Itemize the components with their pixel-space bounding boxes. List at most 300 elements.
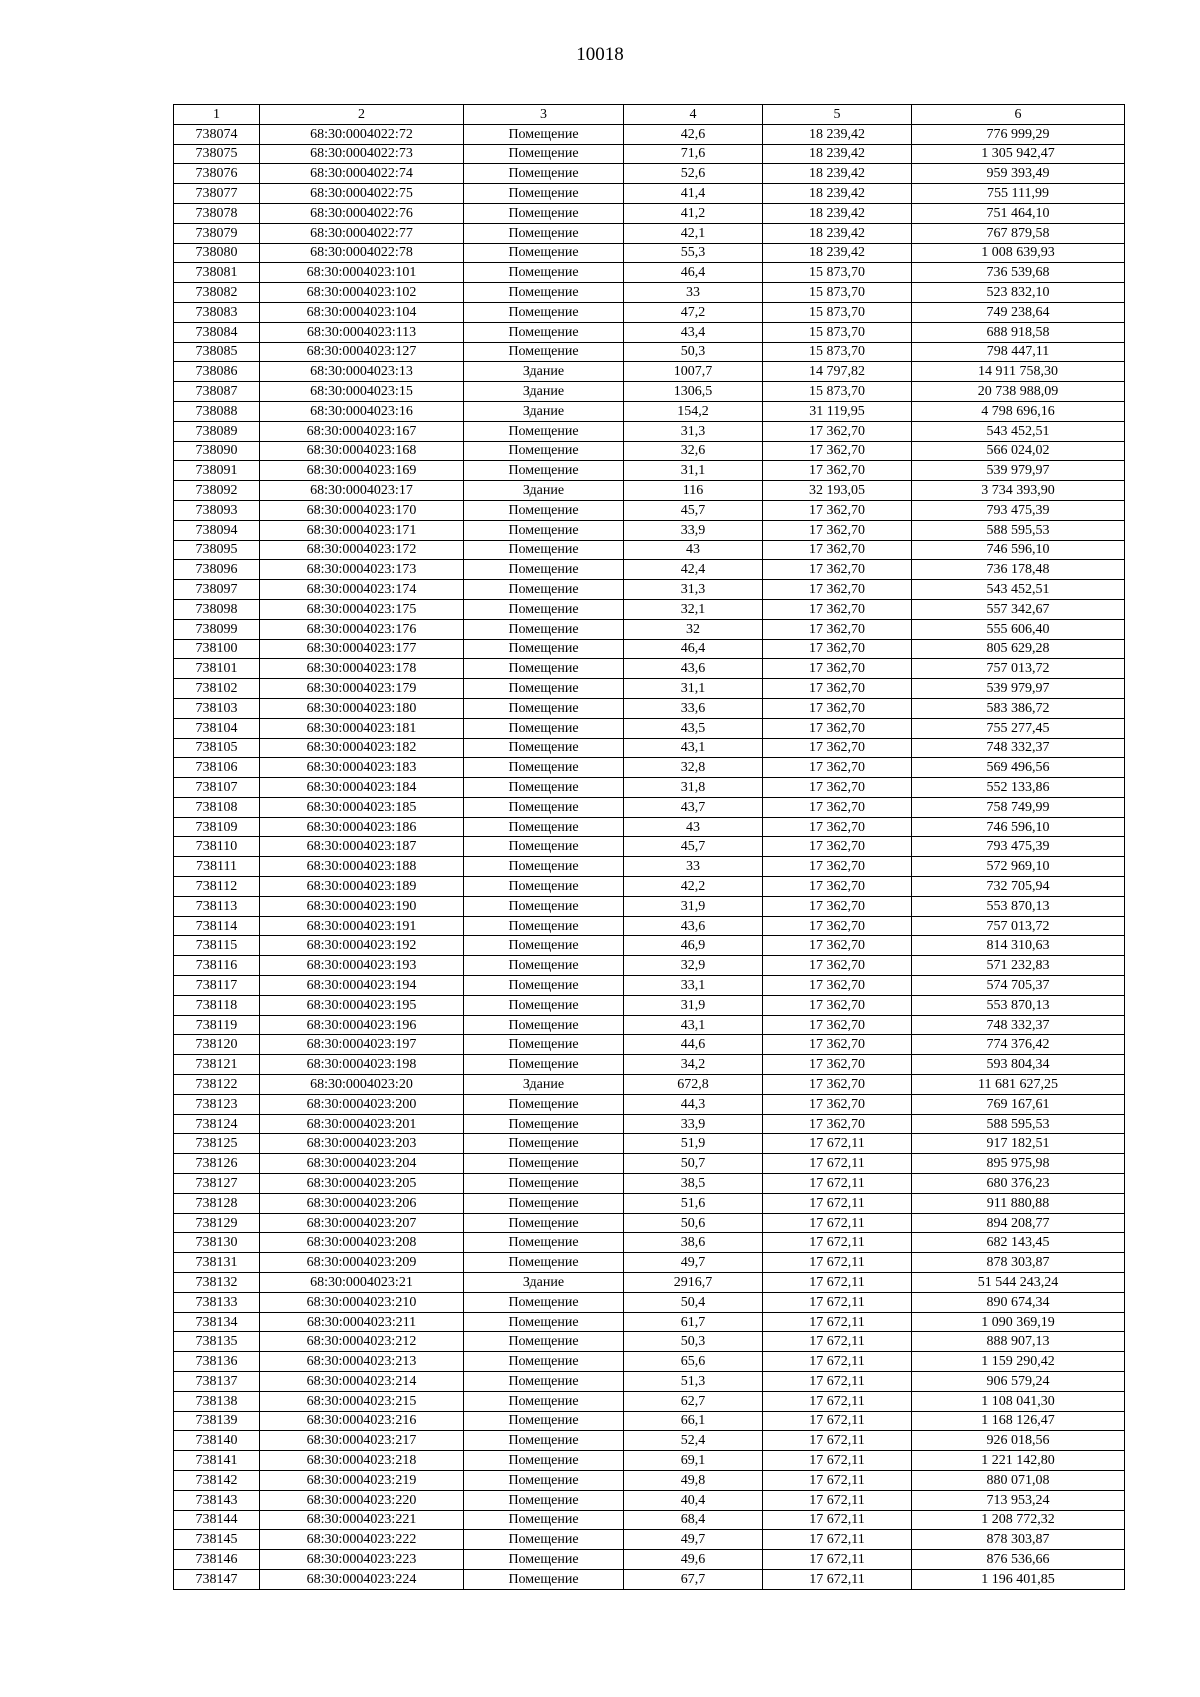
table-row [174,976,1125,996]
cell-cadastral-number: 68:30:0004023:217 [260,1431,464,1451]
cell-specific-value: 17 672,11 [763,1253,912,1273]
cell-number: 738117 [174,976,260,996]
table-row [174,1015,1125,1035]
cell-specific-value: 15 873,70 [763,322,912,342]
cell-object-type: Помещение [464,223,624,243]
cell-area: 62,7 [624,1391,763,1411]
cell-number: 738142 [174,1470,260,1490]
cell-specific-value: 17 362,70 [763,956,912,976]
cell-object-type: Помещение [464,520,624,540]
cell-cadastral-number: 68:30:0004023:190 [260,896,464,916]
cell-specific-value: 17 362,70 [763,659,912,679]
table-row [174,718,1125,738]
cell-number: 738115 [174,936,260,956]
cell-object-type: Помещение [464,1431,624,1451]
cell-specific-value: 17 362,70 [763,441,912,461]
cell-cadastral-value: 1 196 401,85 [912,1569,1125,1589]
cell-area: 45,7 [624,500,763,520]
cell-object-type: Помещение [464,599,624,619]
cell-object-type: Помещение [464,441,624,461]
cell-specific-value: 15 873,70 [763,342,912,362]
cell-cadastral-number: 68:30:0004022:72 [260,124,464,144]
table-row [174,1094,1125,1114]
cell-area: 43 [624,817,763,837]
cell-cadastral-value: 888 907,13 [912,1332,1125,1352]
cell-cadastral-value: 539 979,97 [912,679,1125,699]
cell-specific-value: 17 362,70 [763,1075,912,1095]
cell-cadastral-value: 1 208 772,32 [912,1510,1125,1530]
cell-object-type: Здание [464,481,624,501]
cell-number: 738132 [174,1273,260,1293]
cell-area: 43,6 [624,659,763,679]
cell-specific-value: 17 362,70 [763,916,912,936]
cell-number: 738080 [174,243,260,263]
table-row [174,857,1125,877]
table-row [174,956,1125,976]
table-row [174,144,1125,164]
cell-object-type: Помещение [464,778,624,798]
cell-object-type: Помещение [464,619,624,639]
cell-number: 738102 [174,679,260,699]
cell-cadastral-value: 749 238,64 [912,302,1125,322]
cell-cadastral-number: 68:30:0004022:77 [260,223,464,243]
cell-cadastral-value: 682 143,45 [912,1233,1125,1253]
cell-cadastral-value: 769 167,61 [912,1094,1125,1114]
cell-cadastral-value: 557 342,67 [912,599,1125,619]
cell-cadastral-value: 926 018,56 [912,1431,1125,1451]
cell-object-type: Помещение [464,560,624,580]
cell-number: 738101 [174,659,260,679]
table-row [174,1253,1125,1273]
cell-cadastral-number: 68:30:0004023:13 [260,362,464,382]
cell-cadastral-number: 68:30:0004023:220 [260,1490,464,1510]
cell-cadastral-value: 1 221 142,80 [912,1451,1125,1471]
cell-object-type: Помещение [464,421,624,441]
table-row [174,936,1125,956]
cell-cadastral-number: 68:30:0004023:222 [260,1530,464,1550]
cell-number: 738089 [174,421,260,441]
cell-object-type: Помещение [464,1312,624,1332]
cell-specific-value: 15 873,70 [763,382,912,402]
cell-object-type: Помещение [464,322,624,342]
cell-specific-value: 17 362,70 [763,718,912,738]
cell-number: 738135 [174,1332,260,1352]
cell-object-type: Помещение [464,698,624,718]
cell-object-type: Помещение [464,718,624,738]
table-row [174,342,1125,362]
cell-area: 2916,7 [624,1273,763,1293]
cell-cadastral-value: 553 870,13 [912,896,1125,916]
table-row [174,698,1125,718]
cell-object-type: Помещение [464,1292,624,1312]
cell-specific-value: 17 672,11 [763,1451,912,1471]
cell-specific-value: 17 672,11 [763,1332,912,1352]
cell-number: 738145 [174,1530,260,1550]
cell-cadastral-number: 68:30:0004023:174 [260,580,464,600]
table-row [174,184,1125,204]
cell-number: 738109 [174,817,260,837]
cell-area: 42,4 [624,560,763,580]
table-row [174,1035,1125,1055]
cell-specific-value: 17 362,70 [763,1015,912,1035]
cell-number: 738125 [174,1134,260,1154]
table-row [174,916,1125,936]
cell-cadastral-number: 68:30:0004023:216 [260,1411,464,1431]
table-row [174,520,1125,540]
cell-specific-value: 18 239,42 [763,223,912,243]
cell-object-type: Помещение [464,144,624,164]
cell-specific-value: 17 672,11 [763,1213,912,1233]
column-header: 3 [464,105,624,125]
cell-cadastral-number: 68:30:0004023:191 [260,916,464,936]
cell-number: 738096 [174,560,260,580]
cell-cadastral-number: 68:30:0004023:187 [260,837,464,857]
cell-number: 738126 [174,1154,260,1174]
cell-area: 1007,7 [624,362,763,382]
cell-cadastral-value: 748 332,37 [912,1015,1125,1035]
cell-number: 738138 [174,1391,260,1411]
cell-cadastral-value: 895 975,98 [912,1154,1125,1174]
cell-area: 31,3 [624,421,763,441]
table-row [174,203,1125,223]
cell-cadastral-number: 68:30:0004023:21 [260,1273,464,1293]
cell-cadastral-value: 3 734 393,90 [912,481,1125,501]
cell-number: 738147 [174,1569,260,1589]
cell-area: 45,7 [624,837,763,857]
cell-area: 61,7 [624,1312,763,1332]
cell-cadastral-value: 14 911 758,30 [912,362,1125,382]
cell-cadastral-number: 68:30:0004023:221 [260,1510,464,1530]
cell-area: 50,3 [624,342,763,362]
cell-cadastral-number: 68:30:0004023:209 [260,1253,464,1273]
cell-area: 33,9 [624,1114,763,1134]
cell-area: 41,4 [624,184,763,204]
cell-area: 44,6 [624,1035,763,1055]
cell-number: 738093 [174,500,260,520]
cell-specific-value: 17 362,70 [763,619,912,639]
cell-cadastral-value: 917 182,51 [912,1134,1125,1154]
cell-cadastral-value: 588 595,53 [912,520,1125,540]
cell-object-type: Помещение [464,342,624,362]
cell-cadastral-number: 68:30:0004023:186 [260,817,464,837]
cell-cadastral-value: 793 475,39 [912,837,1125,857]
cell-area: 43,4 [624,322,763,342]
cell-cadastral-number: 68:30:0004023:206 [260,1193,464,1213]
cell-area: 52,4 [624,1431,763,1451]
cell-area: 31,1 [624,461,763,481]
cell-cadastral-number: 68:30:0004023:198 [260,1055,464,1075]
cell-cadastral-value: 539 979,97 [912,461,1125,481]
cell-area: 42,2 [624,877,763,897]
cell-cadastral-number: 68:30:0004022:73 [260,144,464,164]
cell-object-type: Помещение [464,916,624,936]
cell-area: 55,3 [624,243,763,263]
column-header: 1 [174,105,260,125]
table-row [174,1174,1125,1194]
cell-cadastral-number: 68:30:0004023:181 [260,718,464,738]
cell-object-type: Помещение [464,877,624,897]
cell-object-type: Помещение [464,1510,624,1530]
cell-cadastral-number: 68:30:0004023:175 [260,599,464,619]
cell-area: 49,7 [624,1253,763,1273]
cell-cadastral-number: 68:30:0004023:182 [260,738,464,758]
table-row [174,283,1125,303]
cell-cadastral-number: 68:30:0004023:17 [260,481,464,501]
cell-area: 32,8 [624,758,763,778]
cell-object-type: Помещение [464,1134,624,1154]
cell-object-type: Помещение [464,263,624,283]
cell-specific-value: 18 239,42 [763,144,912,164]
cell-cadastral-value: 906 579,24 [912,1372,1125,1392]
cell-specific-value: 15 873,70 [763,302,912,322]
cell-object-type: Помещение [464,1015,624,1035]
cell-cadastral-number: 68:30:0004023:15 [260,382,464,402]
cell-area: 49,8 [624,1470,763,1490]
cell-specific-value: 17 362,70 [763,599,912,619]
cell-number: 738140 [174,1431,260,1451]
cell-cadastral-number: 68:30:0004023:178 [260,659,464,679]
cell-cadastral-number: 68:30:0004023:214 [260,1372,464,1392]
table-row [174,382,1125,402]
cell-object-type: Помещение [464,500,624,520]
cell-specific-value: 17 362,70 [763,679,912,699]
cell-area: 71,6 [624,144,763,164]
cell-cadastral-number: 68:30:0004023:193 [260,956,464,976]
cell-object-type: Помещение [464,639,624,659]
cell-area: 49,7 [624,1530,763,1550]
cell-number: 738095 [174,540,260,560]
cell-specific-value: 17 362,70 [763,639,912,659]
table-row [174,223,1125,243]
cell-object-type: Помещение [464,956,624,976]
cell-object-type: Помещение [464,1055,624,1075]
table-row [174,580,1125,600]
cell-object-type: Помещение [464,896,624,916]
cell-cadastral-number: 68:30:0004023:224 [260,1569,464,1589]
column-header: 5 [763,105,912,125]
cell-area: 42,1 [624,223,763,243]
cell-area: 67,7 [624,1569,763,1589]
cell-object-type: Помещение [464,1352,624,1372]
cell-object-type: Помещение [464,817,624,837]
cell-number: 738113 [174,896,260,916]
table-row [174,1213,1125,1233]
cell-cadastral-number: 68:30:0004023:215 [260,1391,464,1411]
table-row [174,1075,1125,1095]
cell-number: 738120 [174,1035,260,1055]
cell-cadastral-number: 68:30:0004023:208 [260,1233,464,1253]
cell-specific-value: 17 672,11 [763,1134,912,1154]
cell-cadastral-value: 748 332,37 [912,738,1125,758]
cell-object-type: Помещение [464,1490,624,1510]
cell-cadastral-value: 767 879,58 [912,223,1125,243]
table-row [174,679,1125,699]
cell-area: 31,1 [624,679,763,699]
cell-cadastral-value: 553 870,13 [912,995,1125,1015]
cell-cadastral-number: 68:30:0004022:75 [260,184,464,204]
cell-cadastral-number: 68:30:0004023:196 [260,1015,464,1035]
cell-number: 738122 [174,1075,260,1095]
cell-cadastral-value: 890 674,34 [912,1292,1125,1312]
cell-cadastral-value: 751 464,10 [912,203,1125,223]
cell-specific-value: 17 672,11 [763,1312,912,1332]
cell-number: 738106 [174,758,260,778]
cell-cadastral-value: 713 953,24 [912,1490,1125,1510]
cell-specific-value: 32 193,05 [763,481,912,501]
cell-object-type: Помещение [464,995,624,1015]
cell-number: 738124 [174,1114,260,1134]
cell-object-type: Помещение [464,1253,624,1273]
cell-area: 49,6 [624,1550,763,1570]
cell-cadastral-number: 68:30:0004023:197 [260,1035,464,1055]
table-row [174,164,1125,184]
cell-cadastral-value: 1 305 942,47 [912,144,1125,164]
cell-area: 33,6 [624,698,763,718]
cell-cadastral-number: 68:30:0004023:195 [260,995,464,1015]
cell-number: 738141 [174,1451,260,1471]
cell-area: 43,1 [624,1015,763,1035]
cell-cadastral-number: 68:30:0004023:201 [260,1114,464,1134]
cell-area: 52,6 [624,164,763,184]
cell-cadastral-number: 68:30:0004023:177 [260,639,464,659]
cell-cadastral-number: 68:30:0004022:74 [260,164,464,184]
cell-specific-value: 17 362,70 [763,560,912,580]
table-row [174,995,1125,1015]
cell-number: 738092 [174,481,260,501]
cell-number: 738088 [174,401,260,421]
cell-object-type: Помещение [464,1451,624,1471]
cell-area: 43 [624,540,763,560]
cell-cadastral-value: 878 303,87 [912,1530,1125,1550]
cell-cadastral-number: 68:30:0004023:200 [260,1094,464,1114]
cell-object-type: Здание [464,401,624,421]
cell-area: 46,9 [624,936,763,956]
cell-cadastral-value: 880 071,08 [912,1470,1125,1490]
cell-area: 34,2 [624,1055,763,1075]
cell-area: 69,1 [624,1451,763,1471]
cell-cadastral-number: 68:30:0004023:173 [260,560,464,580]
table-row [174,1550,1125,1570]
cell-cadastral-value: 1 108 041,30 [912,1391,1125,1411]
table-row [174,500,1125,520]
cell-cadastral-value: 758 749,99 [912,797,1125,817]
column-header: 2 [260,105,464,125]
cell-number: 738131 [174,1253,260,1273]
table-row [174,1352,1125,1372]
cell-area: 50,4 [624,1292,763,1312]
cell-cadastral-value: 1 168 126,47 [912,1411,1125,1431]
cell-area: 32 [624,619,763,639]
table-row [174,481,1125,501]
cell-cadastral-number: 68:30:0004023:213 [260,1352,464,1372]
cell-area: 46,4 [624,263,763,283]
table-row [174,1490,1125,1510]
cell-number: 738091 [174,461,260,481]
table-row [174,124,1125,144]
cell-number: 738139 [174,1411,260,1431]
table-row [174,1470,1125,1490]
table-row [174,461,1125,481]
cell-object-type: Помещение [464,837,624,857]
cell-specific-value: 17 362,70 [763,461,912,481]
cell-specific-value: 18 239,42 [763,164,912,184]
cell-object-type: Помещение [464,659,624,679]
table-row [174,1510,1125,1530]
cell-specific-value: 17 362,70 [763,1055,912,1075]
table-row [174,263,1125,283]
cell-object-type: Помещение [464,124,624,144]
cell-cadastral-value: 555 606,40 [912,619,1125,639]
cell-specific-value: 17 362,70 [763,1094,912,1114]
cell-area: 51,6 [624,1193,763,1213]
cell-cadastral-value: 774 376,42 [912,1035,1125,1055]
registry-table [173,104,1125,1590]
table-row [174,1114,1125,1134]
cell-number: 738119 [174,1015,260,1035]
cell-cadastral-number: 68:30:0004023:223 [260,1550,464,1570]
cell-specific-value: 17 672,11 [763,1391,912,1411]
cell-number: 738111 [174,857,260,877]
cell-cadastral-number: 68:30:0004023:205 [260,1174,464,1194]
cell-number: 738118 [174,995,260,1015]
cell-cadastral-value: 593 804,34 [912,1055,1125,1075]
cell-number: 738146 [174,1550,260,1570]
cell-specific-value: 17 362,70 [763,421,912,441]
cell-object-type: Помещение [464,1035,624,1055]
cell-object-type: Помещение [464,1233,624,1253]
cell-cadastral-number: 68:30:0004023:194 [260,976,464,996]
cell-number: 738081 [174,263,260,283]
cell-cadastral-value: 552 133,86 [912,778,1125,798]
cell-area: 66,1 [624,1411,763,1431]
cell-object-type: Помещение [464,243,624,263]
cell-specific-value: 15 873,70 [763,283,912,303]
table-row [174,540,1125,560]
cell-number: 738107 [174,778,260,798]
cell-object-type: Помещение [464,738,624,758]
cell-cadastral-number: 68:30:0004023:104 [260,302,464,322]
cell-cadastral-number: 68:30:0004023:204 [260,1154,464,1174]
cell-area: 33 [624,283,763,303]
cell-cadastral-number: 68:30:0004023:219 [260,1470,464,1490]
table-row [174,1411,1125,1431]
cell-object-type: Помещение [464,1154,624,1174]
table-row [174,659,1125,679]
table-row [174,1530,1125,1550]
cell-area: 51,9 [624,1134,763,1154]
cell-number: 738108 [174,797,260,817]
table-row [174,639,1125,659]
cell-cadastral-number: 68:30:0004023:207 [260,1213,464,1233]
cell-cadastral-value: 757 013,72 [912,659,1125,679]
cell-cadastral-value: 736 178,48 [912,560,1125,580]
cell-specific-value: 17 362,70 [763,837,912,857]
cell-cadastral-number: 68:30:0004023:189 [260,877,464,897]
cell-specific-value: 17 362,70 [763,540,912,560]
table-row [174,1569,1125,1589]
cell-area: 1306,5 [624,382,763,402]
cell-cadastral-number: 68:30:0004023:172 [260,540,464,560]
cell-number: 738090 [174,441,260,461]
table-row [174,1332,1125,1352]
cell-specific-value: 17 362,70 [763,857,912,877]
cell-object-type: Помещение [464,857,624,877]
cell-specific-value: 31 119,95 [763,401,912,421]
cell-area: 43,5 [624,718,763,738]
cell-cadastral-value: 798 447,11 [912,342,1125,362]
cell-cadastral-number: 68:30:0004023:210 [260,1292,464,1312]
cell-object-type: Помещение [464,797,624,817]
